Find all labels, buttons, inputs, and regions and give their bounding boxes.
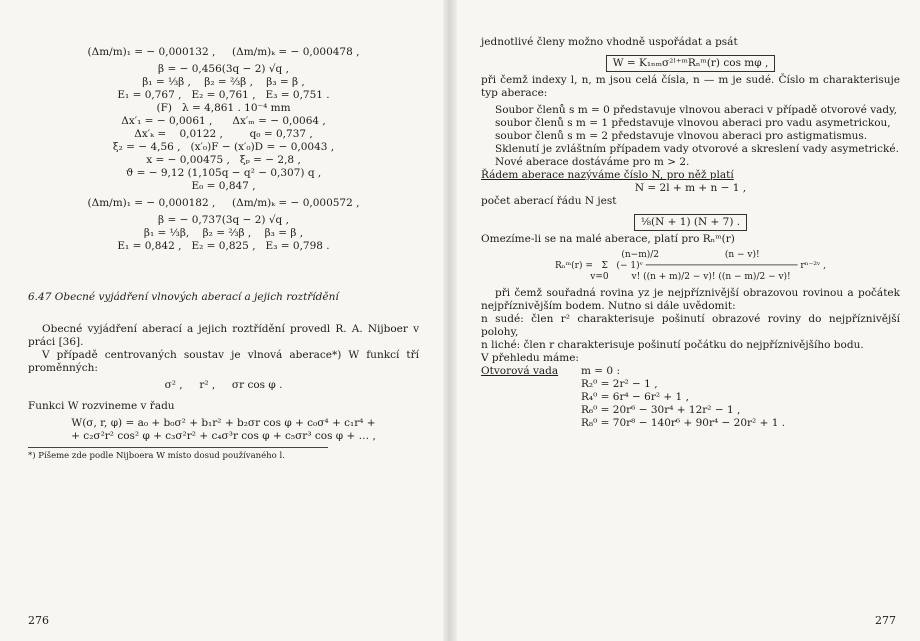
overview-line: R₆⁰ = 20r⁶ − 30r⁴ + 12r² − 1 , [581, 404, 741, 416]
overview-label: Otvorová vada [481, 365, 559, 377]
equation: (F) λ = 4,861 . 10⁻⁴ mm [156, 102, 291, 114]
section-title: Obecné vyjádření vlnových aberací a jejich roztřídění [54, 291, 339, 303]
boxed-formula: W = K₁ₙₘσ²ˡ⁺ᵐRₙᵐ(r) cos mφ , [606, 55, 776, 72]
equation: Δx′₁ = − 0,0061 , Δx′ₘ = − 0,0064 , [121, 115, 326, 127]
list-item: soubor členů s m = 1 představuje vlnovou aberaci pro vadu asymetrickou, [495, 117, 891, 129]
section-number: 6.47 [28, 291, 52, 303]
footnote: *) Píšeme zde podle Nijboera W místo dosud používaného l. [28, 447, 328, 461]
right-page [455, 0, 920, 641]
paragraph: Obecné vyjádření aberací a jejich roztřídění provedl R. A. Nijboer v práci [36]. [28, 323, 419, 348]
equation: (n−m)/2 (n − v)! [621, 250, 760, 260]
equation: N = 2l + m + n − 1 , [634, 182, 747, 194]
page-number: 276 [28, 614, 49, 627]
equation: E₁ = 0,842 , E₂ = 0,825 , E₃ = 0,798 . [117, 240, 330, 252]
equation: β = − 0,737(3q − 2) √q , [158, 214, 289, 226]
list-item: soubor členů s m = 2 představuje vlnovou aberaci pro astigmatismus. [495, 130, 868, 142]
paragraph: n liché: člen r charakterisuje pošinutí počátku do nejpříznivějšího bodu. [481, 339, 864, 351]
equation: Rₙᵐ(r) = Σ (− 1)ᵛ ──────────────────────────── rⁿ⁻²ᵛ , [554, 261, 826, 271]
list-item: Soubor členů s m = 0 představuje vlnovou aberaci v případě otvorové vady, [495, 104, 898, 116]
paragraph: jednotlivé členy možno vhodně uspořádat a psát [481, 36, 738, 48]
section-heading [28, 291, 419, 303]
overview-line: R₂⁰ = 2r² − 1 , [581, 378, 658, 390]
equation: x = − 0,00475 , ξₚ = − 2,8 , [146, 154, 301, 166]
overview-row [481, 404, 900, 417]
paragraph: V případě centrovaných soustav je vlnová aberace*) W funkcí tří proměnných: [28, 349, 419, 374]
overview-row [481, 378, 900, 391]
overview-row [481, 365, 900, 378]
paragraph: při čemž souřadná rovina yz je nejpříznivější obrazovou rovinou a počátek nejpříznivějším bodem. Nutno si dále uvědomit: [481, 287, 900, 312]
equation: Δx′ₖ = 0,0122 , q₀ = 0,737 , [134, 128, 313, 140]
left-page [0, 0, 445, 641]
boxed-formula: ⅛(N + 1) (N + 7) . [634, 214, 747, 231]
equation: β₁ = ⅓β , β₂ = ⅔β , β₃ = β , [142, 76, 305, 88]
paragraph: Funkci W rozvineme v řadu [28, 400, 175, 412]
series-line: W(σ, r, φ) = a₀ + b₀σ² + b₁r² + b₂σr cos φ + c₀σ⁴ + c₁r⁴ + [71, 417, 376, 429]
paragraph: n sudé: člen r² charakterisuje pošinutí obrazové roviny do nejpříznivější polohy, [481, 313, 900, 338]
equation: E₁ = 0,767 , E₂ = 0,761 , E₃ = 0,751 . [117, 89, 330, 101]
paragraph: Sklenutí je zvláštním případem vady otvorové a skreslení vady asymetrické. [495, 143, 899, 155]
overview-line: m = 0 : [581, 365, 620, 377]
paragraph: Řádem aberace nazýváme číslo N, pro něž platí [481, 169, 734, 181]
paragraph: Nové aberace dostáváme pro m > 2. [495, 156, 690, 168]
equation: ξ₂ = − 4,56 , (x′₀)F − (x′₀)D = − 0,0043 , [112, 141, 335, 153]
equation: (Δm/m)₁ = − 0,000182 , (Δm/m)ₖ = − 0,000572 , [87, 197, 360, 209]
paragraph: při čemž indexy l, n, m jsou celá čísla, n — m je sudé. Číslo m charakterisuje typ aberace: [481, 74, 900, 99]
page-number: 277 [875, 614, 896, 627]
equation: β₁ = ⅓β, β₂ = ⅔β , β₃ = β , [143, 227, 304, 239]
equation: E₀ = 0,847 , [191, 180, 256, 192]
overview-row [481, 391, 900, 404]
overview-line: R₈⁰ = 70r⁸ − 140r⁶ + 90r⁴ − 20r² + 1 . [581, 417, 786, 429]
equation: β = − 0,456(3q − 2) √q , [158, 63, 289, 75]
variables-list: σ² , r² , σr cos φ . [164, 379, 283, 391]
paragraph: V přehledu máme: [481, 352, 579, 364]
paragraph: počet aberací řádu N jest [481, 195, 617, 207]
equation: ϑ = − 9,12 (1,105q − q² − 0,307) q , [125, 167, 322, 179]
series-line: + c₂σ²r² cos² φ + c₃σ²r² + c₄σ³r cos φ + c₅σr³ cos φ + … , [71, 430, 376, 442]
overview-row [481, 417, 900, 430]
overview-line: R₄⁰ = 6r⁴ − 6r² + 1 , [581, 391, 689, 403]
equation: v=0 v! ((n + m)/2 − v)! ((n − m)/2 − v)! [590, 272, 791, 282]
equation: (Δm/m)₁ = − 0,000132 , (Δm/m)ₖ = − 0,000478 , [87, 46, 360, 58]
paragraph: Omezíme-li se na malé aberace, platí pro Rₙᵐ(r) [481, 233, 735, 245]
